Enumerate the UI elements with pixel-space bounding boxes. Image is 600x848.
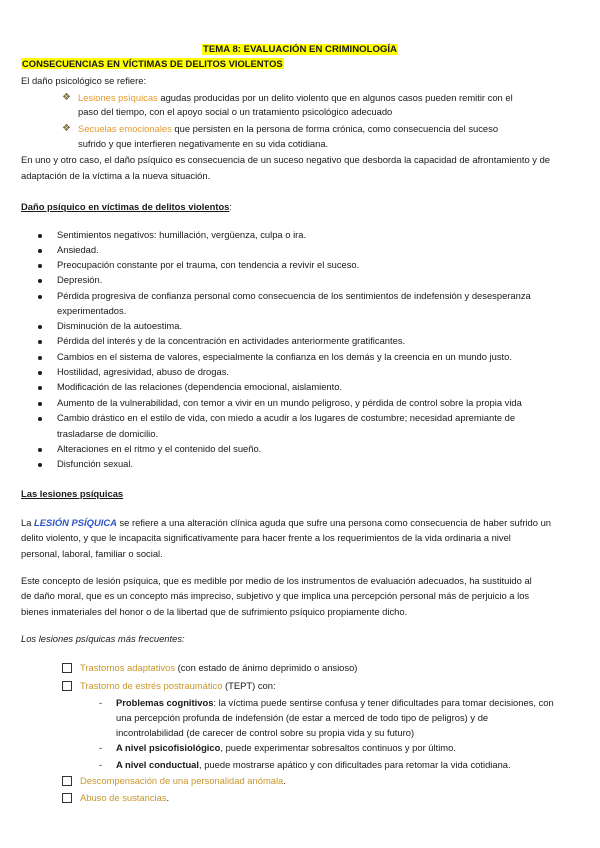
check-term: Abuso de sustancias [80, 792, 167, 803]
check-item [80, 792, 169, 804]
bullet-item-cont: experimentados. [57, 305, 127, 316]
bullet-dot-icon [38, 417, 42, 421]
bullet-item: Modificación de las relaciones (dependencia emocional, aislamiento. [57, 381, 343, 392]
sub-item [116, 697, 554, 709]
bullet-item: Disminución de la autoestima. [57, 320, 183, 331]
check-term: Descompensación de una personalidad anómala [80, 775, 284, 786]
sub-item-cont: incontrolabilidad (de carecer de control sobre su propia vida y su futuro) [116, 727, 415, 738]
p1-term: LESIÓN PSÍQUICA [34, 517, 117, 528]
bullet-dot-icon [38, 463, 42, 467]
sub-item-cont: una percepción profunda de indefensión (de estar a merced de todo tipo de peligros) y de [116, 712, 489, 723]
document-title [0, 44, 600, 56]
section1-item-1-cont: paso del tiempo, con el apoyo social o un tratamiento psicológico adecuado [78, 106, 393, 117]
bullet-item: Cambio drástico en el estilo de vida, con miedo a acudir a los lugares de costumbre; necesidad apremiante de [57, 412, 516, 423]
section1-summary-line2: adaptación de la víctima a la nueva situación. [21, 170, 211, 181]
section3-p2-line1: Este concepto de lesión psíquica, que es medible por medio de los instrumentos de evaluación adecuados, ha sustituido al [21, 575, 532, 586]
sub-text: : la víctima puede sentirse confusa y tener dificultades para tomar decisiones, con [213, 697, 554, 708]
bullet-item: Hostilidad, agresividad, abuso de drogas. [57, 366, 229, 377]
bullet-dot-icon [38, 279, 42, 283]
section1-summary-line1: En uno y otro caso, el daño psíquico es consecuencia de un suceso negativo que desborda la capacidad de afrontamiento y de [21, 154, 551, 165]
bullet-item: Cambios en el sistema de valores, especialmente la confianza en los demás y la creencia en un mundo justo. [57, 351, 512, 362]
bullet-dot-icon [38, 325, 42, 329]
p1-text: se refiere a una alteración clínica aguda que sufre una persona como consecuencia de haber sufrido un [116, 517, 552, 528]
check-rest: . [283, 775, 286, 786]
item-text: que persisten en la persona de forma crónica, como consecuencia del suceso [171, 123, 499, 134]
sub-item [116, 742, 456, 754]
checkbox-icon [62, 681, 72, 691]
diamond-bullet-icon: ❖ [62, 92, 71, 103]
section3-heading [21, 488, 123, 500]
dash-bullet: - [99, 697, 103, 708]
bullet-item: Aumento de la vulnerabilidad, con temor a vivir en un mundo peligroso, y pérdida de control sobre la propia vida [57, 397, 522, 408]
section3-p2-line2: de daño moral, que es un concepto más impreciso, subjetivo y que implica una percepción personal más de perjuicio a los [21, 590, 530, 601]
bullet-dot-icon [38, 386, 42, 390]
frequent-label: Los lesiones psíquicas más frecuentes: [21, 633, 185, 644]
bullet-dot-icon [38, 448, 42, 452]
bullet-item: Alteraciones en el ritmo y el contenido del sueño. [57, 443, 262, 454]
diamond-bullet-icon: ❖ [62, 123, 71, 134]
sub-text: , puede experimentar sobresaltos continuos y por último. [220, 742, 456, 753]
section3-p2-line3: bienes inmateriales del honor o de la libertad que de sufrimiento psíquico propiamente dicho. [21, 606, 408, 617]
item-term: Lesiones psíquicas [78, 92, 158, 103]
sub-item [116, 759, 511, 771]
heading-suffix: : [229, 201, 232, 212]
bullet-item: Preocupación constante por el trauma, con tendencia a revivir el suceso. [57, 259, 360, 270]
checkbox-icon [62, 663, 72, 673]
bullet-dot-icon [38, 295, 42, 299]
item-text: agudas producidas por un delito violento que en algunos casos pueden remitir con el [157, 92, 513, 103]
p1-prefix: La [21, 517, 35, 528]
bullet-item: Pérdida del interés y de la concentración en actividades anteriormente gratificantes. [57, 335, 406, 346]
section1-item-1 [78, 92, 513, 104]
section3-p1-line3: personal, laboral, familiar o social. [21, 548, 163, 559]
check-rest: (con estado de ánimo deprimido o ansioso) [175, 662, 358, 673]
bullet-dot-icon [38, 356, 42, 360]
section3-p1-line1 [21, 517, 551, 529]
bullet-dot-icon [38, 402, 42, 406]
section1-intro: El daño psicológico se refiere: [21, 75, 147, 86]
checkbox-icon [62, 793, 72, 803]
checkbox-icon [62, 776, 72, 786]
section3-p1-line2: delito violento, y que le incapacita significativamente para hacer frente a los requerimientos de la vida ordinaria a nivel [21, 532, 511, 543]
dash-bullet: - [99, 759, 103, 770]
section1-item-2-cont: sufrido y que interfieren negativamente en su vida cotidiana. [78, 138, 329, 149]
section1-item-2 [78, 123, 498, 135]
check-item [80, 662, 357, 674]
sub-term: Problemas cognitivos [116, 697, 214, 708]
bullet-item-cont: trasladarse de domicilio. [57, 428, 159, 439]
check-item [80, 680, 276, 692]
sub-term: A nivel conductual [116, 759, 199, 770]
check-rest: (TEPT) con: [222, 680, 276, 691]
bullet-dot-icon [38, 234, 42, 238]
dash-bullet: - [99, 742, 103, 753]
bullet-item: Pérdida progresiva de confianza personal como consecuencia de los sentimientos de indefensión y desesperanza [57, 290, 531, 301]
title-text: TEMA 8: EVALUACIÓN EN CRIMINOLOGÍA [202, 44, 397, 55]
item-term: Secuelas emocionales [78, 123, 172, 134]
bullet-dot-icon [38, 264, 42, 268]
bullet-item: Depresión. [57, 274, 103, 285]
bullet-dot-icon [38, 340, 42, 344]
section1-heading [21, 58, 284, 70]
check-rest: . [166, 792, 170, 803]
check-term: Trastornos adaptativos [80, 662, 176, 673]
section1-heading-text: CONSECUENCIAS EN VÍCTIMAS DE DELITOS VIOLENTOS [22, 58, 283, 69]
sub-text: , puede mostrarse apático y con dificultades para retomar la vida cotidiana. [199, 759, 511, 770]
bullet-dot-icon [38, 249, 42, 253]
bullet-item: Disfunción sexual. [57, 458, 134, 469]
bullet-dot-icon [38, 371, 42, 375]
bullet-item: Ansiedad. [57, 244, 99, 255]
section3-heading-text: Las lesiones psíquicas [21, 488, 124, 499]
sub-term: A nivel psicofisiológico [116, 742, 221, 753]
section2-heading [21, 201, 232, 213]
bullet-item: Sentimientos negativos: humillación, vergüenza, culpa o ira. [57, 229, 307, 240]
section2-heading-text: Daño psíquico en víctimas de delitos violentos [21, 201, 230, 212]
check-term: Trastorno de estrés postraumático [80, 680, 223, 691]
check-item [80, 775, 286, 787]
